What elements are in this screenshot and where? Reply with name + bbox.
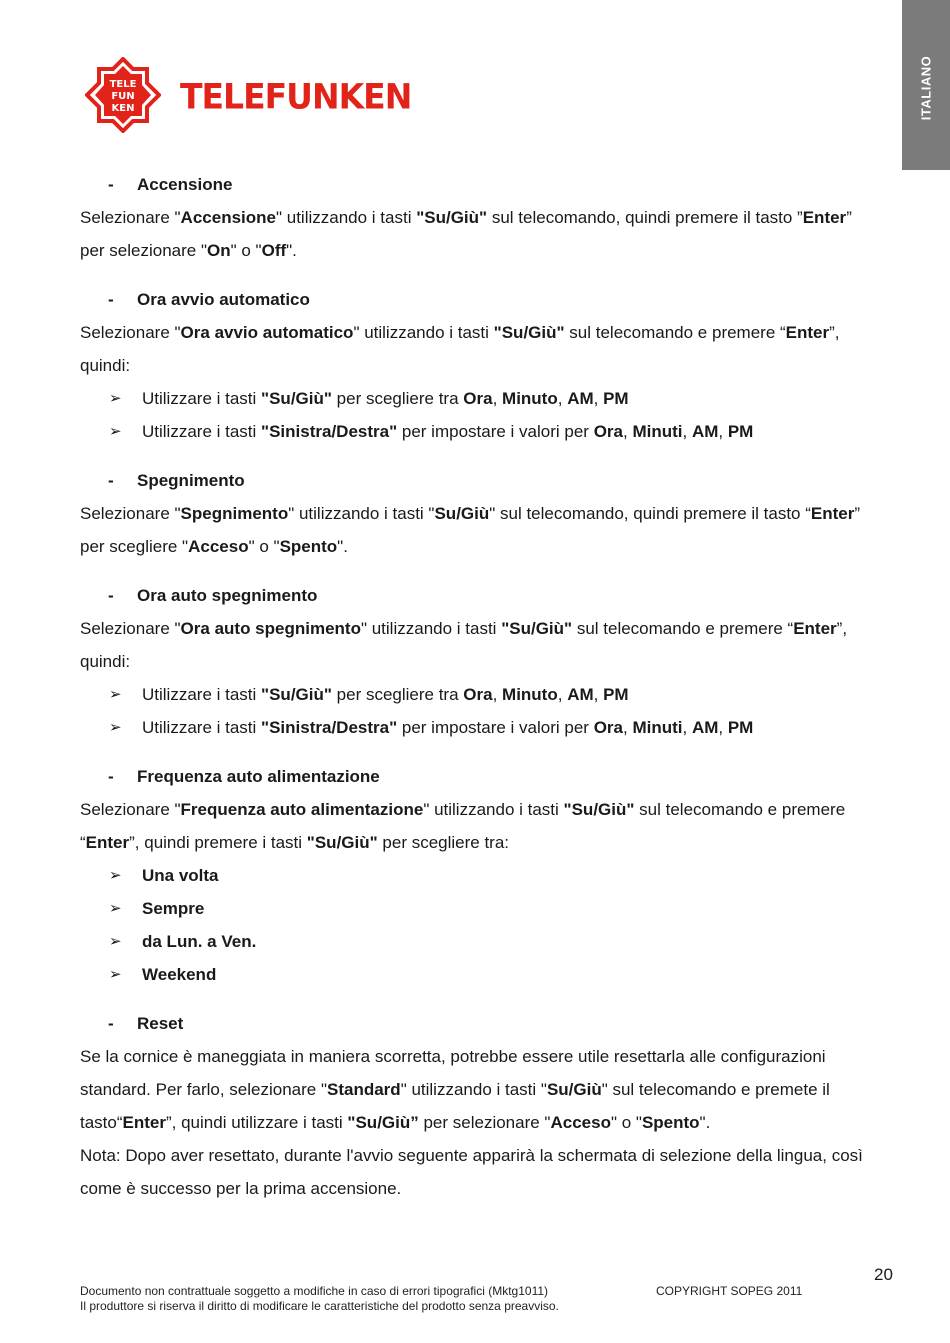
emphasis-text: PM [603, 389, 629, 408]
text-run: " o " [248, 537, 280, 556]
emphasis-text: Ora [593, 718, 623, 737]
telefunken-emblem-icon [85, 57, 161, 138]
emphasis-text: Ora [463, 389, 493, 408]
emphasis-text: On [207, 241, 231, 260]
text-run: Selezionare " [80, 323, 181, 342]
arrow-bullet-icon: ➢ [109, 423, 122, 440]
text-run: ” [846, 208, 852, 227]
document-body [80, 168, 900, 1205]
text-run: per scegliere tra [331, 389, 464, 408]
paragraph-line [80, 530, 900, 563]
text-run: per scegliere " [80, 537, 189, 556]
text-run: Utilizzare i tasti [142, 389, 262, 408]
text-run: , [682, 718, 692, 737]
emphasis-text: "Su/Giù" [261, 389, 332, 408]
emphasis-text: "Su/Giù" [261, 685, 332, 704]
list-item: ➢ Una volta [80, 859, 900, 892]
text-run: Selezionare " [80, 619, 181, 638]
paragraph-line [80, 316, 900, 349]
text-run: per scegliere tra: [377, 833, 510, 852]
text-run: ". [699, 1113, 711, 1132]
paragraph-line: quindi: [80, 356, 131, 375]
paragraph-line: Se la cornice è maneggiata in maniera scorretta, potrebbe essere utile resettarla alle configurazioni [80, 1047, 826, 1066]
text-run: , [593, 685, 604, 704]
text-run: " utilizzando i tasti " [400, 1080, 547, 1099]
paragraph-line [80, 201, 900, 234]
text-run: Utilizzare i tasti [142, 718, 262, 737]
text-run: ". [286, 241, 297, 260]
text-run: " utilizzando i tasti " [288, 504, 435, 523]
list-item [80, 382, 900, 415]
emphasis-text: PM [727, 718, 754, 737]
paragraph-line [80, 1106, 900, 1139]
footer-line: Documento non contrattuale soggetto a modifiche in caso di errori tipografici (Mktg1011) [80, 1284, 549, 1298]
arrow-bullet-icon: ➢ [109, 933, 122, 950]
arrow-bullet-icon: ➢ [109, 719, 122, 736]
list-item: ➢ da Lun. a Ven. [80, 925, 900, 958]
section-heading-accensione: - Accensione [80, 168, 900, 201]
footer-copyright: COPYRIGHT SOPEG 2011 [656, 1284, 803, 1298]
svg-text:FUN: FUN [111, 91, 135, 102]
text-run: Selezionare " [80, 208, 181, 227]
text-run: " utilizzando i tasti [360, 619, 502, 638]
text-run: sul telecomando e premere [634, 800, 846, 819]
text-run: per impostare i valori per [397, 718, 594, 737]
section-heading-reset: - Reset [80, 1007, 900, 1040]
emphasis-text: "Su/Giù" [306, 833, 378, 852]
text-run: , [593, 389, 604, 408]
emphasis-text: Spegnimento [180, 504, 289, 523]
emphasis-text: "Sinistra/Destra" [261, 422, 398, 441]
text-run: ”, [836, 619, 848, 638]
text-run: “ [80, 833, 86, 852]
emphasis-text: "Su/Giù" [563, 800, 635, 819]
text-run: " utilizzando i tasti [353, 323, 494, 342]
emphasis-text: Spento [641, 1113, 700, 1132]
emphasis-text: Minuto [502, 389, 558, 408]
emphasis-text: Minuti [632, 422, 683, 441]
section-heading-ora-avvio: - Ora avvio automatico [80, 283, 900, 316]
text-run: " o " [230, 241, 262, 260]
emphasis-text: Minuti [632, 718, 683, 737]
emphasis-text: Spento [279, 537, 338, 556]
list-item: ➢ Weekend [80, 958, 900, 991]
list-item [80, 415, 900, 448]
arrow-bullet-icon: ➢ [109, 900, 122, 917]
section-heading-frequenza: - Frequenza auto alimentazione [80, 760, 900, 793]
text-run: " sul telecomando, quindi premere il tasto “ [489, 504, 811, 523]
text-run: , [622, 422, 633, 441]
emphasis-text: Ora [463, 685, 493, 704]
paragraph-line [80, 497, 900, 530]
brand-wordmark: TELEFUNKEN [180, 76, 412, 117]
emphasis-text: Enter [802, 208, 847, 227]
language-tab [902, 0, 950, 170]
section-heading-spegnimento: - Spegnimento [80, 464, 900, 497]
emphasis-text: "Su/Giù" [501, 619, 573, 638]
svg-text:TELE: TELE [109, 79, 137, 90]
text-run: per impostare i valori per [397, 422, 594, 441]
paragraph-line [80, 826, 900, 859]
emphasis-text: Standard [327, 1080, 401, 1099]
text-run: " utilizzando i tasti [275, 208, 417, 227]
text-run: tasto“ [80, 1113, 123, 1132]
emphasis-text: AM [567, 685, 594, 704]
text-run: Selezionare " [80, 504, 181, 523]
text-run: per selezionare " [418, 1113, 551, 1132]
arrow-bullet-icon: ➢ [109, 867, 122, 884]
text-run: , [557, 685, 568, 704]
emphasis-text: Ora auto spegnimento [180, 619, 361, 638]
text-run: ”, quindi utilizzare i tasti [166, 1113, 348, 1132]
paragraph-line: quindi: [80, 652, 131, 671]
list-item [80, 678, 900, 711]
emphasis-text: "Sinistra/Destra" [261, 718, 398, 737]
text-run: Selezionare " [80, 800, 181, 819]
emphasis-text: AM [691, 718, 719, 737]
list-item: ➢ Sempre [80, 892, 900, 925]
text-run: sul telecomando, quindi premere il tasto ” [487, 208, 803, 227]
text-run: , [557, 389, 568, 408]
emphasis-text: "Su/Giù" [416, 208, 488, 227]
emphasis-text: Ora [593, 422, 623, 441]
text-run: Utilizzare i tasti [142, 422, 262, 441]
text-run: sul telecomando e premere “ [572, 619, 794, 638]
paragraph-line [80, 793, 900, 826]
emphasis-text: PM [603, 685, 629, 704]
text-run: sul telecomando e premere “ [564, 323, 786, 342]
emphasis-text: Enter [785, 323, 830, 342]
text-run: per scegliere tra [331, 685, 464, 704]
emphasis-text: AM [691, 422, 719, 441]
emphasis-text: Su/Giù [434, 504, 490, 523]
text-run: " sul telecomando e premete il [601, 1080, 830, 1099]
language-tab-label: ITALIANO [918, 55, 934, 121]
arrow-bullet-icon: ➢ [109, 686, 122, 703]
text-run: , [492, 389, 503, 408]
text-run: Utilizzare i tasti [142, 685, 262, 704]
text-run: ”, quindi premere i tasti [129, 833, 307, 852]
footer-disclaimer [80, 1284, 559, 1314]
text-run: , [622, 718, 633, 737]
list-item [80, 711, 900, 744]
svg-text:KEN: KEN [111, 103, 135, 114]
text-run: , [718, 718, 728, 737]
paragraph-line [80, 234, 900, 267]
text-run: per selezionare " [80, 241, 207, 260]
emphasis-text: AM [567, 389, 594, 408]
emphasis-text: "Su/Giù" [493, 323, 565, 342]
emphasis-text: Enter [793, 619, 837, 638]
arrow-bullet-icon: ➢ [109, 390, 122, 407]
emphasis-text: Enter [810, 504, 855, 523]
text-run: ”, [829, 323, 840, 342]
text-run: , [718, 422, 728, 441]
footer-line: Il produttore si riserva il diritto di modificare le caratteristiche del prodotto senza preavviso. [80, 1299, 559, 1313]
emphasis-text: PM [727, 422, 754, 441]
note-line: Nota: Dopo aver resettato, durante l'avvio seguente apparirà la schermata di selezione della lingua, così [80, 1146, 863, 1165]
emphasis-text: Ora avvio automatico [180, 323, 354, 342]
emphasis-text: Su/Giù [546, 1080, 602, 1099]
paragraph-line [80, 1073, 900, 1106]
page-number: 20 [874, 1265, 893, 1284]
text-run: ". [337, 537, 348, 556]
section-heading-ora-spegnimento: - Ora auto spegnimento [80, 579, 900, 612]
text-run: , [492, 685, 503, 704]
emphasis-text: Accensione [180, 208, 276, 227]
emphasis-text: Enter [122, 1113, 166, 1132]
text-run: " o " [610, 1113, 642, 1132]
text-run: ” [854, 504, 861, 523]
emphasis-text: Off [261, 241, 287, 260]
emphasis-text: Enter [85, 833, 130, 852]
emphasis-text: Frequenza auto alimentazione [180, 800, 424, 819]
emphasis-text: Acceso [550, 1113, 611, 1132]
arrow-bullet-icon: ➢ [109, 966, 122, 983]
emphasis-text: Minuto [502, 685, 558, 704]
text-run: , [682, 422, 692, 441]
paragraph-line [80, 612, 900, 645]
text-run: standard. Per farlo, selezionare " [80, 1080, 327, 1099]
emphasis-text: Acceso [188, 537, 249, 556]
text-run: " utilizzando i tasti [423, 800, 564, 819]
note-line: come è successo per la prima accensione. [80, 1179, 402, 1198]
emphasis-text: "Su/Giù” [347, 1113, 419, 1132]
